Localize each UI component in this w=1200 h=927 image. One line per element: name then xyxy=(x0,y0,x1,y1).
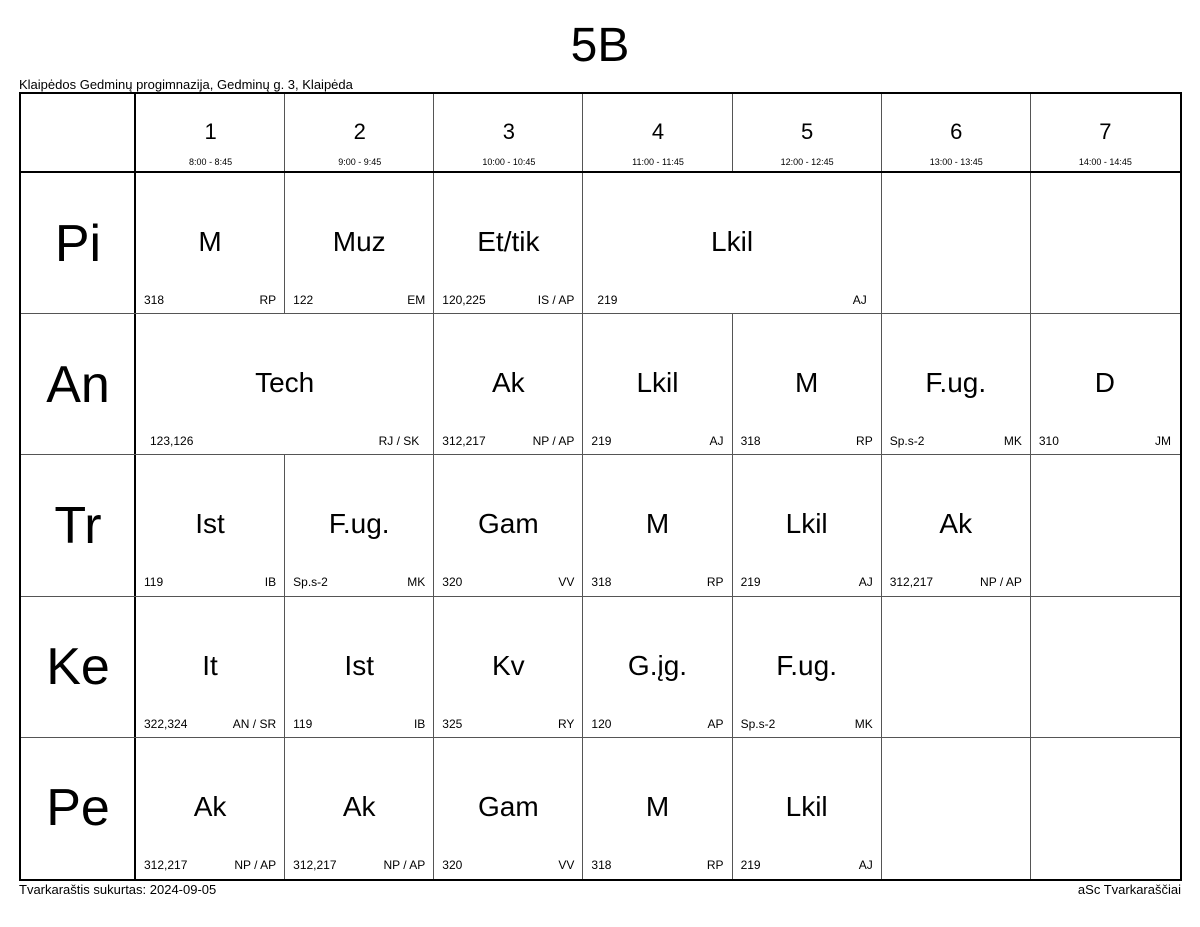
lesson-cell xyxy=(733,455,881,595)
lesson-room: 312,217 xyxy=(293,857,337,872)
lesson-room: 325 xyxy=(442,716,463,731)
period-time: 13:00 - 13:45 xyxy=(929,157,983,167)
lesson-teacher: EM xyxy=(407,293,426,307)
lesson-cell xyxy=(434,314,582,454)
period-header xyxy=(285,94,434,172)
period-time: 8:00 - 8:45 xyxy=(189,157,233,167)
lesson-subject: Et/tik xyxy=(477,226,540,257)
page-title: 5B xyxy=(570,19,630,72)
lesson-teacher: AJ xyxy=(852,293,867,307)
lesson-teacher: NP / AP xyxy=(383,857,426,872)
lesson-teacher: AP xyxy=(707,716,724,731)
lesson-cell xyxy=(136,738,284,878)
period-time: 9:00 - 9:45 xyxy=(338,157,382,167)
lesson-subject: Ist xyxy=(344,649,374,681)
lesson-cell xyxy=(583,455,731,595)
lesson-cell xyxy=(583,173,880,313)
lesson-room: 320 xyxy=(442,575,463,590)
timetable-grid xyxy=(19,92,1182,881)
school-info: Klaipėdos Gedminų progimnazija, Gedminų g. 3, Klaipėda xyxy=(19,77,353,92)
lesson-subject: Gam xyxy=(478,790,539,822)
period-header xyxy=(1031,94,1180,172)
period-number: 5 xyxy=(801,119,814,144)
lesson-cell xyxy=(882,455,1030,595)
lesson-cell xyxy=(583,314,731,454)
lesson-subject: Lkil xyxy=(636,367,679,399)
lesson-room: 318 xyxy=(591,857,612,872)
lesson-cell xyxy=(882,314,1030,454)
lesson-teacher: RY xyxy=(557,716,575,731)
lesson-subject: G.įg. xyxy=(627,649,688,681)
period-header xyxy=(434,94,583,172)
lesson-subject: F.ug. xyxy=(776,649,837,681)
lesson-room: 123,126 xyxy=(150,434,194,449)
lesson-subject: Tech xyxy=(255,367,315,399)
lesson-teacher: NP / AP xyxy=(234,857,277,872)
lesson-room: 122 xyxy=(293,293,314,307)
lesson-room: Sp.s-2 xyxy=(740,716,776,731)
lesson-subject: M xyxy=(794,367,819,399)
period-number: 7 xyxy=(1099,119,1112,144)
lesson-cell xyxy=(285,173,433,313)
lesson-cell xyxy=(733,314,881,454)
lesson-subject: Lkil xyxy=(785,508,828,540)
lesson-teacher: RP xyxy=(259,293,277,307)
lesson-teacher: MK xyxy=(854,716,873,731)
lesson-cell xyxy=(285,455,433,595)
lesson-teacher: MK xyxy=(407,575,426,590)
lesson-room: 219 xyxy=(597,293,618,307)
lesson-cell xyxy=(434,455,582,595)
lesson-cell xyxy=(285,597,433,737)
lesson-room: 312,217 xyxy=(442,434,486,449)
lesson-room: 120,225 xyxy=(442,293,486,307)
lesson-cell xyxy=(136,173,284,313)
day-label: Pe xyxy=(46,779,110,838)
lesson-room: 320 xyxy=(442,857,463,872)
lesson-cell xyxy=(434,738,582,878)
lesson-cell xyxy=(136,455,284,595)
lesson-subject: Lkil xyxy=(785,790,828,822)
lesson-subject: F.ug. xyxy=(328,508,390,540)
lesson-subject: D xyxy=(1094,367,1116,399)
lesson-cell xyxy=(733,738,881,878)
lesson-subject: Ak xyxy=(342,790,376,822)
lesson-teacher: IB xyxy=(413,716,426,731)
grid-line xyxy=(1030,94,1031,879)
period-header xyxy=(733,94,882,172)
lesson-room: 219 xyxy=(591,434,612,449)
day-label: Ke xyxy=(46,638,110,697)
lesson-cell xyxy=(136,314,433,454)
lesson-teacher: JM xyxy=(1154,434,1171,449)
lesson-teacher: NP / AP xyxy=(980,575,1022,590)
lesson-cell xyxy=(136,597,284,737)
lesson-subject: It xyxy=(202,649,218,681)
lesson-cell xyxy=(733,597,881,737)
lesson-subject: Ak xyxy=(492,367,525,399)
lesson-room: 318 xyxy=(740,434,761,449)
lesson-room: 119 xyxy=(293,716,313,731)
lesson-cell xyxy=(583,597,731,737)
lesson-room: 120 xyxy=(591,716,612,731)
lesson-room: 322,324 xyxy=(144,716,188,731)
lesson-teacher: RP xyxy=(706,575,724,590)
period-number: 1 xyxy=(204,119,217,144)
period-time: 12:00 - 12:45 xyxy=(780,157,834,167)
lesson-subject: F.ug. xyxy=(925,367,987,399)
day-label: An xyxy=(46,355,110,414)
brand-label: aSc Tvarkaraščiai xyxy=(1077,882,1181,897)
lesson-room: 318 xyxy=(591,575,612,590)
lesson-subject: Ak xyxy=(939,508,973,540)
lesson-room: Sp.s-2 xyxy=(293,575,328,590)
lesson-teacher: RP xyxy=(706,857,724,872)
lesson-teacher: MK xyxy=(1003,434,1022,449)
lesson-room: 310 xyxy=(1038,434,1059,449)
lesson-teacher: AJ xyxy=(709,434,724,449)
period-number: 4 xyxy=(651,119,665,144)
lesson-subject: M xyxy=(645,508,670,540)
lesson-teacher: IB xyxy=(264,575,277,590)
lesson-subject: Kv xyxy=(492,649,525,681)
period-header xyxy=(583,94,732,172)
created-date: Tvarkaraštis sukurtas: 2024-09-05 xyxy=(19,882,217,897)
lesson-teacher: AJ xyxy=(858,857,873,872)
lesson-teacher: NP / AP xyxy=(532,434,575,449)
period-number: 2 xyxy=(353,119,366,144)
period-time: 10:00 - 10:45 xyxy=(482,157,536,167)
day-label: Pi xyxy=(54,214,102,273)
period-number: 6 xyxy=(950,119,963,144)
lesson-subject: Muz xyxy=(332,226,386,257)
lesson-teacher: RJ / SK xyxy=(378,434,420,449)
lesson-room: 312,217 xyxy=(889,575,934,590)
lesson-room: 318 xyxy=(144,293,165,307)
lesson-subject: Gam xyxy=(478,508,539,540)
lesson-cell xyxy=(1031,314,1179,454)
lesson-room: 219 xyxy=(740,857,761,872)
period-time: 14:00 - 14:45 xyxy=(1078,157,1132,167)
period-time: 11:00 - 11:45 xyxy=(632,157,684,167)
lesson-subject: Lkil xyxy=(711,226,754,257)
lesson-subject: M xyxy=(645,790,670,822)
lesson-teacher: AN / SR xyxy=(232,716,277,731)
lesson-teacher: VV xyxy=(558,857,575,872)
lesson-cell xyxy=(434,173,582,313)
lesson-teacher: AJ xyxy=(858,575,873,590)
lesson-cell xyxy=(583,738,731,878)
lesson-room: 119 xyxy=(144,575,164,590)
period-number: 3 xyxy=(502,119,515,144)
lesson-subject: Ak xyxy=(193,790,227,822)
lesson-subject: M xyxy=(198,226,222,257)
period-header xyxy=(882,94,1031,172)
lesson-room: Sp.s-2 xyxy=(889,434,925,449)
lesson-cell xyxy=(434,597,582,737)
lesson-teacher: VV xyxy=(558,575,575,590)
lesson-subject: Ist xyxy=(195,508,225,540)
period-header xyxy=(136,94,285,172)
lesson-room: 312,217 xyxy=(144,857,188,872)
lesson-teacher: IS / AP xyxy=(537,293,575,307)
lesson-teacher: RP xyxy=(856,434,873,449)
lesson-cell xyxy=(285,738,433,878)
day-label: Tr xyxy=(54,497,102,555)
lesson-room: 219 xyxy=(740,575,761,590)
